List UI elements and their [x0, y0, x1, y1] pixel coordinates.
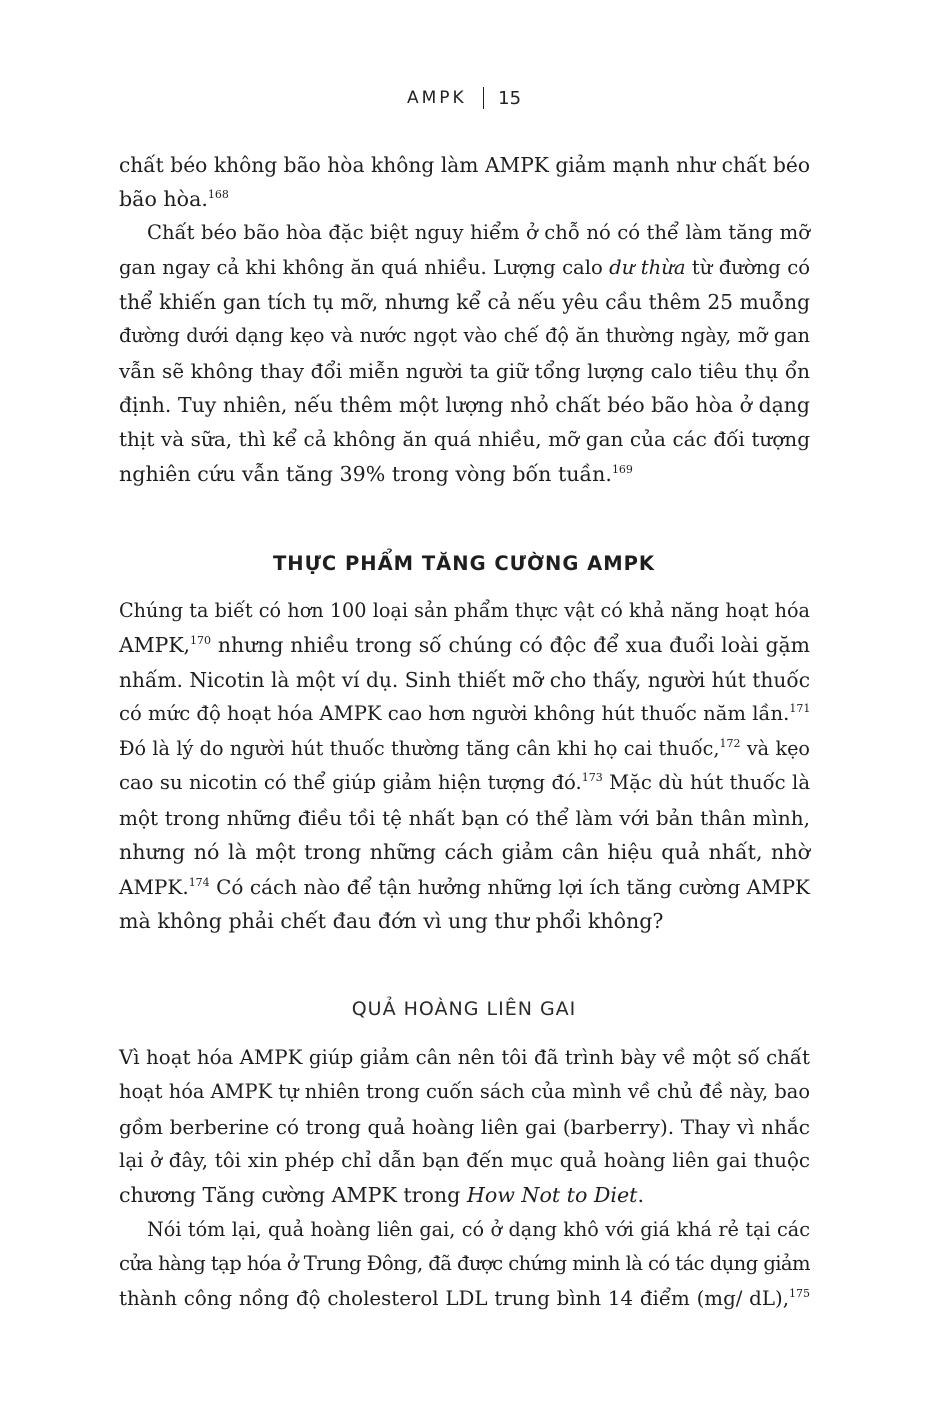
text-line: nghiên cứu vẫn tăng 39% trong vòng bốn tuần.$^{169}$: [119, 462, 633, 486]
section-title: AMPK: [406, 88, 467, 108]
footnote-ref: 169: [611, 463, 633, 476]
text-line: gan ngay cả khi không ăn quá nhiều. Lượng calo dư thừa từ đường có: [119, 256, 810, 279]
text-line: có mức độ hoạt hóa AMPK cao hơn người không hút thuốc năm lần.$^{171}$: [119, 702, 811, 725]
text-line: Đó là lý do người hút thuốc thường tăng cân khi họ cai thuốc,$^{172}$ và kẹo: [119, 737, 810, 760]
footnote-ref: 168: [207, 188, 229, 201]
text-line: nhấm. Nicotin là một ví dụ. Sinh thiết mỡ cho thấy, người hút thuốc: [119, 668, 810, 692]
footnote-ref: 175: [789, 1287, 810, 1300]
text-line: Chất béo bão hòa đặc biệt nguy hiểm ở chỗ nó có thể làm tăng mỡ: [147, 221, 810, 244]
text-line: vẫn sẽ không thay đổi miễn người ta giữ tổng lượng calo tiêu thụ ổn: [119, 359, 810, 383]
book-title: How Not to Diet: [466, 1183, 638, 1207]
text-line: chương Tăng cường AMPK trong How Not to Diet.: [119, 1183, 645, 1207]
text-line: AMPK,$^{170}$ nhưng nhiều trong số chúng có độc để xua đuổi loài gặm: [119, 633, 810, 657]
text-line: lại ở đây, tôi xin phép chỉ dẫn bạn đến mục quả hoàng liên gai thuộc: [119, 1149, 810, 1172]
text-line: bão hòa.$^{168}$: [119, 187, 229, 211]
text-line: AMPK.$^{174}$ Có cách nào để tận hưởng những lợi ích tăng cường AMPK: [119, 875, 810, 899]
text-line: hoạt hóa AMPK tự nhiên trong cuốn sách của mình về chủ đề này, bao: [119, 1080, 810, 1103]
text-line: chất béo không bão hòa không làm AMPK giảm mạnh như chất béo: [119, 153, 810, 177]
text-line: Nói tóm lại, quả hoàng liên gai, có ở dạng khô với giá khá rẻ tại các: [147, 1218, 810, 1241]
text-line: một trong những điều tồi tệ nhất bạn có thể làm với bản thân mình,: [119, 806, 810, 830]
text-line: thể khiến gan tích tụ mỡ, nhưng kể cả nếu yêu cầu thêm 25 muỗng: [119, 290, 810, 314]
header-divider: [483, 87, 485, 109]
text-line: nhưng nó là một trong những cách giảm cân hiệu quả nhất, nhờ: [119, 840, 810, 864]
text-line: mà không phải chết đau đớn vì ung thư phổi không?: [119, 909, 664, 933]
text-line: cao su nicotin có thể giúp giảm hiện tượng đó.$^{173}$ Mặc dù hút thuốc là: [119, 771, 811, 794]
footnote-ref: 172: [719, 737, 741, 750]
section-heading: THỰC PHẨM TĂNG CƯỜNG AMPK: [272, 552, 656, 575]
text-line: cửa hàng tạp hóa ở Trung Đông, đã được chứng minh là có tác dụng giảm: [119, 1252, 810, 1275]
text-line: định. Tuy nhiên, nếu thêm một lượng nhỏ chất béo bão hòa ở dạng: [119, 393, 810, 417]
text-line: thành công nồng độ cholesterol LDL trung bình 14 điểm (mg/ dL),$^{175}$: [119, 1287, 810, 1310]
text-line: thịt và sữa, thì kể cả không ăn quá nhiều, mỡ gan của các đối tượng: [119, 427, 810, 451]
emphasis-text: dư thừa: [609, 256, 686, 279]
footnote-ref: 171: [789, 702, 811, 715]
text-line: Chúng ta biết có hơn 100 loại sản phẩm thực vật có khả năng hoạt hóa: [119, 599, 810, 622]
subsection-heading: QUẢ HOÀNG LIÊN GAI: [351, 998, 577, 1020]
text-line: gồm berberine có trong quả hoàng liên gai (barberry). Thay vì nhắc: [119, 1115, 810, 1139]
text-line: đường dưới dạng kẹo và nước ngọt vào chế độ ăn thường ngày, mỡ gan: [119, 324, 810, 347]
page-number: 15: [498, 87, 522, 109]
footnote-ref: 170: [190, 634, 212, 647]
running-header: [0, 84, 928, 112]
footnote-ref: 174: [188, 876, 210, 889]
footnote-ref: 173: [581, 771, 603, 784]
text-line: Vì hoạt hóa AMPK giúp giảm cân nên tôi đã trình bày về một số chất: [119, 1046, 810, 1069]
